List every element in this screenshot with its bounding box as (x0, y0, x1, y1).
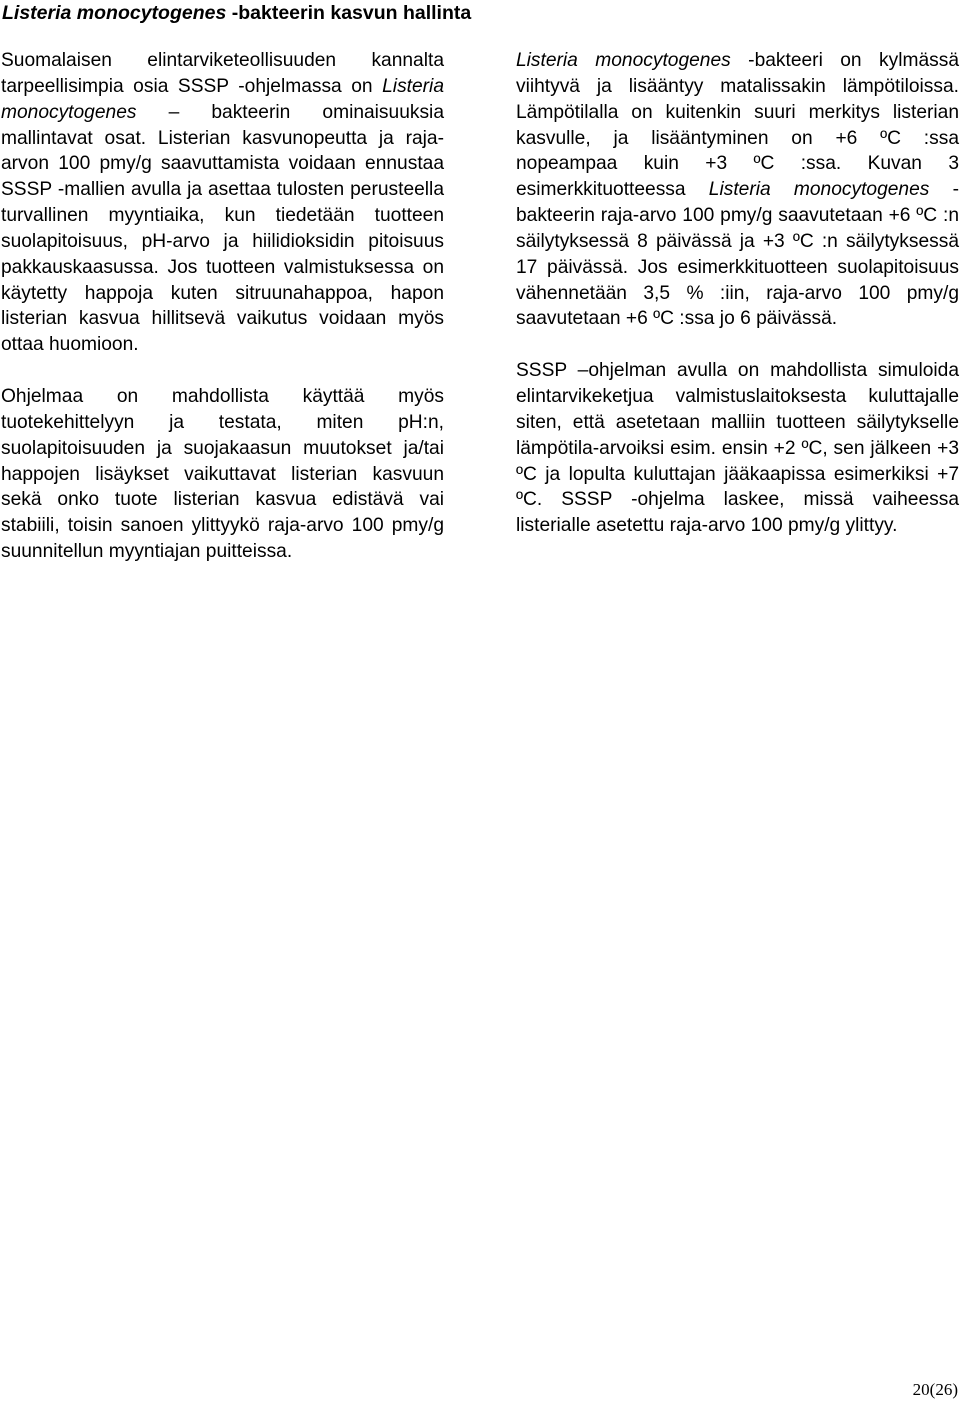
right-paragraph-1 (516, 48, 959, 332)
right-column (516, 48, 959, 539)
left-p1-text-c: – bakteerin ominaisuuksia mallintavat osat. Listerian kasvunopeutta ja raja-arvon 100 pmy/g saavuttamista voidaan ennustaa SSSP -mallien avulla ja asettaa tulosten perusteella turvallinen myyntiaika, kun tiedetään tuotteen suolapitoisuus, pH-arvo ja hiilidioksidin pitoisuus pakkauskaasussa. Jos tuotteen valmistuksessa on käytetty happoja kuten sitruunahappoa, hapon listerian kasvua hillitsevä vaikutus voidaan myös ottaa huomioon. (1, 101, 444, 356)
left-p1-text-a: Suomalaisen elintarviketeollisuuden kannalta tarpeellisimpia osia SSSP -ohjelmassa on (1, 50, 444, 97)
right-p1-organism-1: Listeria monocytogenes (516, 50, 731, 71)
right-paragraph-2: SSSP –ohjelman avulla on mahdollista simuloida elintarvikeketjua valmistuslaitoksesta kuluttajalle siten, että asetetaan malliin tuotteen säilytykselle lämpötila-arvoiksi esim. ensin +2 ºC, sen jälkeen +3 ºC ja lopulta kuluttajan jääkaapissa esimerkiksi +7 ºC. SSSP -ohjelma laskee, missä vaiheessa listerialle asetettu raja-arvo 100 pmy/g ylittyy. (516, 360, 959, 537)
right-p1-organism-2: Listeria monocytogenes (708, 179, 930, 201)
title-rest: -bakteerin kasvun hallinta (226, 2, 472, 24)
left-column (1, 48, 444, 565)
page-number: 20(26) (912, 1380, 958, 1399)
left-paragraph-2: Ohjelmaa on mahdollista käyttää myös tuotekehittelyyn ja testata, miten pH:n, suolapitoisuuden ja suojakaasun muutokset ja/tai happojen lisäykset vaikuttavat listerian kasvuun sekä onko tuote listerian kasvua edistävä vai stabiili, toisin sanoen ylittyykö raja-arvo 100 pmy/g suunnitellun myyntiajan puitteissa. (1, 385, 444, 563)
right-p1-text-d: -bakteerin raja-arvo 100 pmy/g saavutetaan +6 ºC :n säilytyksessä 8 päivässä ja +3 ºC :n säilytyksessä 17 päivässä. Jos esimerkkituotteen suolapitoisuus vähennetään 3,5 % :iin, raja-arvo 100 pmy/g saavutetaan +6 ºC :ssa jo 6 päivässä. (516, 179, 959, 330)
title-organism: Listeria monocytogenes (2, 2, 227, 24)
left-p1-organism: Listeria monocytogenes (1, 75, 444, 123)
left-paragraph-1 (1, 48, 444, 358)
page-title (2, 0, 471, 26)
right-p1-text-b: -bakteeri on kylmässä viihtyvä ja lisääntyy matalissakin lämpötiloissa. Lämpötilalla on kuitenkin suuri merkitys listerian kasvulle, ja lisääntyminen on +6 ºC :ssa nopeampaa kuin +3 ºC :ssa. Kuvan 3 esimerkkituotteessa (516, 50, 959, 201)
